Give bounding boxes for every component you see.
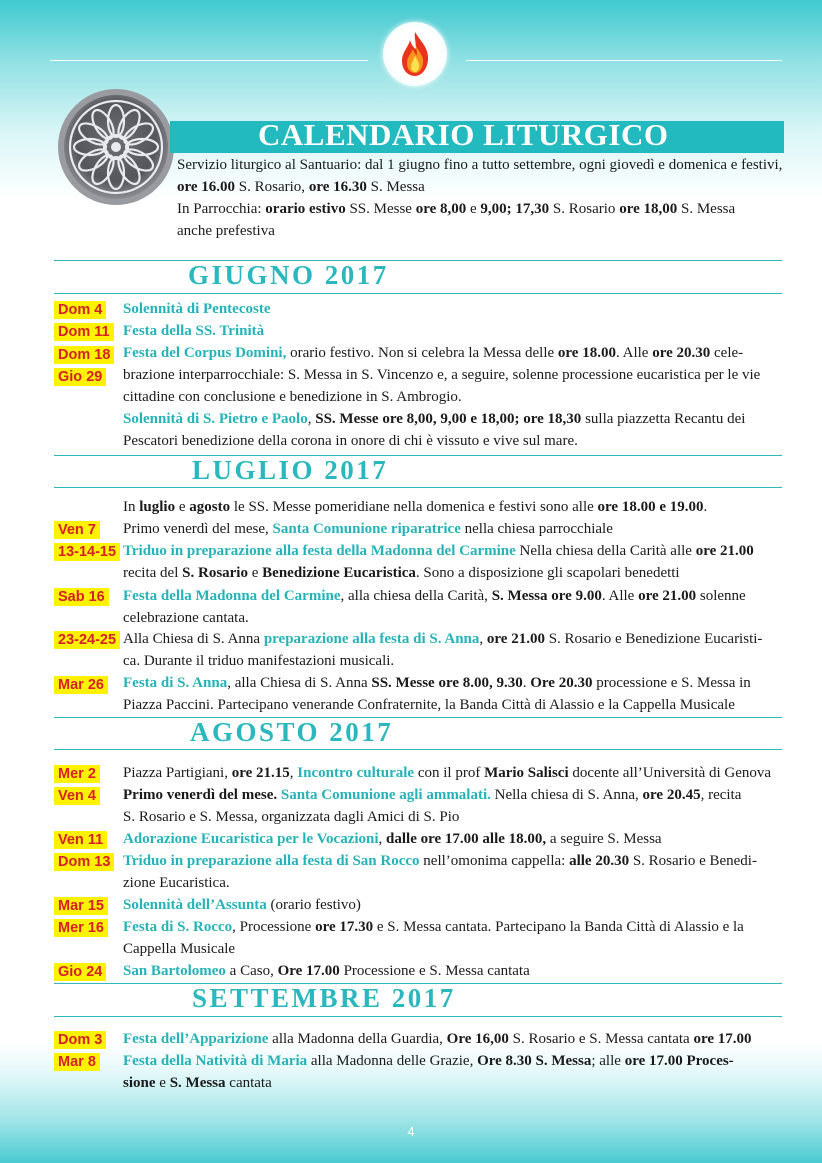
date-tag: Dom 4 bbox=[54, 301, 106, 319]
date-tag: Gio 24 bbox=[54, 963, 106, 981]
event-text: Solennità di Pentecoste bbox=[123, 301, 271, 317]
event-text: ca. Durante il triduo manifestazioni musicali. bbox=[123, 653, 395, 669]
divider bbox=[54, 293, 782, 294]
event-text: Festa della SS. Trinità bbox=[123, 323, 265, 339]
event-text: Solennità dell’Assunta (orario festivo) bbox=[123, 897, 361, 913]
event-text: Cappella Musicale bbox=[123, 941, 236, 957]
event-text: brazione interparrocchiale: S. Messa in S. Vincenzo e, a seguire, solenne processione eucaristica per le vie bbox=[123, 367, 761, 383]
event-text: Primo venerdì del mese, Santa Comunione riparatrice nella chiesa parrocchiale bbox=[123, 521, 613, 537]
divider bbox=[54, 260, 782, 261]
date-tag: Dom 13 bbox=[54, 853, 114, 871]
date-tag: Dom 11 bbox=[54, 323, 114, 341]
date-tag: Mar 15 bbox=[54, 897, 108, 915]
date-tag: Dom 3 bbox=[54, 1031, 106, 1049]
flame-icon bbox=[395, 30, 435, 78]
event-text: Triduo in preparazione alla festa di San Rocco nell’omonima cappella: alle 20.30 S. Rosario e Benedi- bbox=[123, 853, 757, 869]
month-title-giugno: GIUGNO 2017 bbox=[188, 260, 389, 290]
event-text: Festa della Natività di Maria alla Madonna delle Grazie, Ore 8.30 S. Messa; alle ore 17.00 Proces- bbox=[123, 1053, 734, 1069]
month-title-luglio: LUGLIO 2017 bbox=[192, 455, 389, 485]
event-text: zione Eucaristica. bbox=[123, 875, 230, 891]
date-tag: Ven 4 bbox=[54, 787, 100, 805]
event-text: Festa del Corpus Domini, orario festivo. Non si celebra la Messa delle ore 18.00. Alle ore 20.30 cele- bbox=[123, 345, 744, 361]
date-tag: 13-14-15 bbox=[54, 543, 120, 561]
event-text: Festa di S. Rocco, Processione ore 17.30 e S. Messa cantata. Partecipano la Banda Città di Alassio e la bbox=[123, 919, 744, 935]
date-tag: 23-24-25 bbox=[54, 631, 120, 649]
divider bbox=[54, 749, 782, 750]
intro-text: Servizio liturgico al Santuario: dal 1 giugno fino a tutto settembre, ogni giovedì e domenica e festivi, ore 16.00 S. Rosario, ore 16.30 S. Messa In Parrocchia: orario estivo SS. Messe ore 8,00 e 9,00; 17,30 S. Rosario ore 18,00 S. Messa anche prefestiva bbox=[177, 157, 783, 239]
event-text: Triduo in preparazione alla festa della Madonna del Carmine Nella chiesa della Carità alle ore 21.00 bbox=[123, 543, 754, 559]
date-tag: Sab 16 bbox=[54, 588, 109, 606]
date-tag: Ven 11 bbox=[54, 831, 107, 849]
flame-badge bbox=[383, 22, 447, 86]
rose-window-icon bbox=[57, 88, 175, 206]
divider bbox=[54, 717, 782, 718]
divider bbox=[54, 1016, 782, 1017]
page-title: CALENDARIO LITURGICO bbox=[258, 117, 669, 152]
date-tag: Mer 16 bbox=[54, 919, 108, 937]
event-text: Piazza Partigiani, ore 21.15, Incontro culturale con il prof Mario Salisci docente all’Università di Genova bbox=[123, 765, 772, 781]
month-title-agosto: AGOSTO 2017 bbox=[190, 717, 394, 747]
event-text: celebrazione cantata. bbox=[123, 610, 249, 626]
date-tag: Mar 8 bbox=[54, 1053, 100, 1071]
date-tag: Dom 18 bbox=[54, 346, 114, 364]
month-title-settembre: SETTEMBRE 2017 bbox=[192, 983, 456, 1013]
event-text: Festa dell’Apparizione alla Madonna della Guardia, Ore 16,00 S. Rosario e S. Messa cantata ore 17.00 bbox=[123, 1031, 752, 1047]
date-tag: Gio 29 bbox=[54, 368, 106, 386]
event-text: San Bartolomeo a Caso, Ore 17.00 Processione e S. Messa cantata bbox=[123, 963, 530, 979]
event-text: sione e S. Messa cantata bbox=[123, 1075, 272, 1091]
event-text: Solennità di S. Pietro e Paolo, SS. Messe ore 8,00, 9,00 e 18,00; ore 18,30 sulla piazzetta Recantu dei bbox=[123, 411, 746, 427]
event-text: Pescatori benedizione della corona in onore di chi è vissuto e vive sul mare. bbox=[123, 433, 578, 449]
event-text: S. Rosario e S. Messa, organizzata dagli Amici di S. Pio bbox=[123, 809, 460, 825]
divider bbox=[54, 487, 782, 488]
event-text: Festa della Madonna del Carmine, alla chiesa della Carità, S. Messa ore 9.00. Alle ore 21.00 solenne bbox=[123, 588, 746, 604]
event-text: recita del S. Rosario e Benedizione Eucaristica. Sono a disposizione gli scapolari benedetti bbox=[123, 565, 680, 581]
page-number: 4 bbox=[407, 1124, 415, 1139]
event-text: Piazza Paccini. Partecipano venerande Confraternite, la Banda Città di Alassio e la Cappella Musicale bbox=[123, 697, 735, 713]
date-tag: Mer 2 bbox=[54, 765, 100, 783]
divider bbox=[54, 455, 782, 456]
date-tag: Mar 26 bbox=[54, 676, 108, 694]
event-text: Adorazione Eucaristica per le Vocazioni, dalle ore 17.00 alle 18.00, a seguire S. Messa bbox=[123, 831, 662, 847]
event-text: Festa di S. Anna, alla Chiesa di S. Anna SS. Messe ore 8.00, 9.30. Ore 20.30 processione e S. Messa in bbox=[123, 675, 751, 691]
event-text: Primo venerdì del mese. Santa Comunione agli ammalati. Nella chiesa di S. Anna, ore 20.45, recita bbox=[123, 787, 742, 803]
event-text: In luglio e agosto le SS. Messe pomeridiane nella domenica e festivi sono alle ore 18.00 e 19.00. bbox=[123, 499, 708, 515]
event-text: cittadine con conclusione e benedizione in S. Ambrogio. bbox=[123, 389, 462, 405]
event-text: Alla Chiesa di S. Anna preparazione alla festa di S. Anna, ore 21.00 S. Rosario e Benedizione Eucaristi- bbox=[123, 631, 763, 647]
top-divider-left bbox=[50, 60, 368, 61]
top-divider-right bbox=[466, 60, 782, 61]
date-tag: Ven 7 bbox=[54, 521, 100, 539]
